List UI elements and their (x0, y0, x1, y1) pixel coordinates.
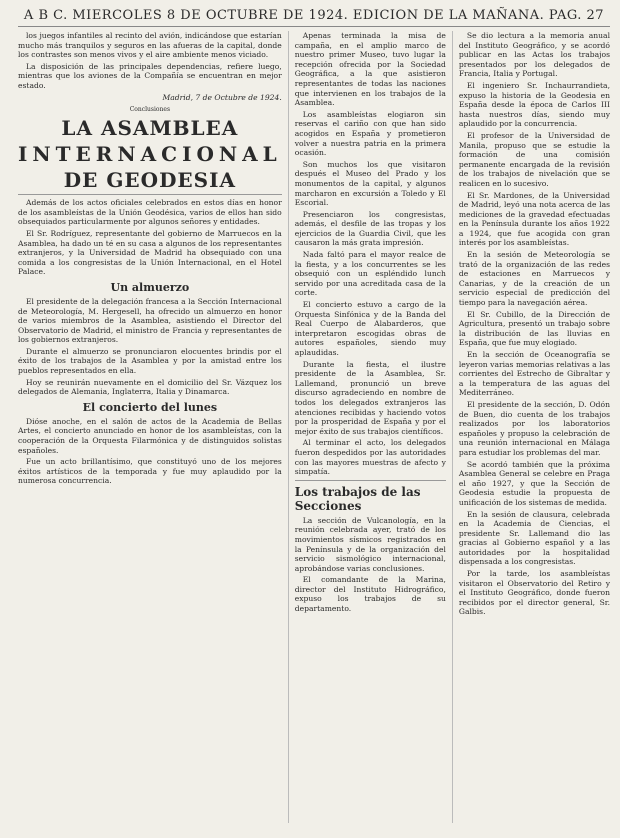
paragraph: El profesor de la Universidad de Manila, propuso que se estudie la formación de una comisión permanente encargada de la revisión de los trabajos de nivelación que se realicen en lo sucesivo. (458, 130, 610, 188)
paragraph: El ingeniero Sr. Inchaurrandieta, expuso la historia de la Geodesia en España desde la época de Carlos III hasta nuestros días, siendo muy aplaudido por la concurrencia. (458, 80, 610, 129)
paragraph: Apenas terminada la misa de campaña, en el amplio marco de nuestro primer Museo, tuvo lugar la recepción ofrecida por la Sociedad Geográfica, a la que asistieron representantes de todas las naciones que intervienen en los trabajos de la Asamblea. (294, 31, 446, 108)
columns (18, 31, 610, 823)
paragraph: El Sr. Rodríguez, representante del gobierno de Marruecos en la Asamblea, ha dado un té en su casa a algunos de los representantes extranjeros, y la Universidad de Madrid ha obsequiado con una comida a los congresistas de la Unión Internacional, en el Hotel Palace. (18, 228, 282, 277)
divider (295, 480, 446, 481)
paragraph: Además de los actos oficiales celebrados en estos días en honor de los asambleístas de la Unión Geodésica, varios de ellos han sido obsequiados particularmente por algunos señores y entidades. (18, 198, 282, 227)
paragraph: El Sr. Cubillo, de la Dirección de Agricultura, presentó un trabajo sobre la distribución de las lluvias en España, que fue muy elogiado. (458, 309, 610, 348)
paragraph: Por la tarde, los asambleístas visitaron el Observatorio del Retiro y el Instituto Geográfico, donde fueron recibidos por el director general, Sr. Galbis. (458, 569, 610, 617)
headline-line-2: INTERNACIONAL (18, 142, 282, 167)
paragraph: En la sesión de clausura, celebrada en la Academia de Ciencias, el presidente Sr. Lallemand dio las gracias al Gobierno español y a las autoridades por la hospitalidad dispensada a los congresistas. (458, 509, 610, 567)
column-3 (452, 31, 610, 823)
dateline: Madrid, 7 de Octubre de 1924. (162, 92, 282, 102)
paragraph: En la sección de Oceanografía se leyeron varias memorias relativas a las corrientes del Estrecho de Gibraltar y a la temperatura de las aguas del Mediterráneo. (458, 350, 610, 398)
paragraph: Se acordó también que la próxima Asamblea General se celebre en Praga el año 1927, y que la Sección de Geodesia estudie la propuesta de unificación de los sistemas de medida. (458, 459, 610, 507)
column-2 (288, 31, 446, 823)
subheading-concierto: El concierto del lunes (82, 400, 218, 414)
paragraph: El presidente de la delegación francesa a la Sección Internacional de Meteorología, M. Hergesell, ha ofrecido un almuerzo en honor de varios miembros de la Asamblea, asistiendo el Director del Observatorio de Madrid, el ministro de Francia y representantes de los gobiernos extranjeros. (18, 296, 282, 345)
paragraph: La disposición de las principales dependencias, refiere luego, mientras que los aviones de la Compañía se encuentran en mejor estado. (18, 61, 282, 90)
paragraph: Durante el almuerzo se pronunciaron elocuentes brindis por el éxito de los trabajos de la Asamblea y por la amistad entre los pueblos representados en ella. (18, 346, 282, 376)
paragraph: Fue un acto brillantísimo, que constituyó uno de los mejores éxitos artísticos de la temporada y fue muy aplaudido por la numerosa concurrencia. (18, 457, 282, 486)
subheading-almuerzo: Un almuerzo (110, 280, 190, 294)
headline-line-3: DE GEODESIA (63, 168, 236, 193)
paragraph: Dióse anoche, en el salón de actos de la Academia de Bellas Artes, el concierto anunciado en honor de los asambleístas, con la cooperación de la Orquesta Filarmónica y de distinguidos solistas españoles. (18, 416, 282, 455)
column-1 (18, 31, 282, 823)
paragraph: los juegos infantiles al recinto del avión, indicándose que estarían mucho más tranquilos y seguros en las afueras de la capital, donde los contrastes son menos vivos y el aire ambiente menos viciado. (18, 31, 282, 60)
paragraph: El Sr. Mardones, de la Universidad de Madrid, leyó una nota acerca de las mediciones de la gravedad efectuadas en la Península durante los años 1922 a 1924, que fue acogida con gran interés por los asambleístas. (458, 190, 610, 248)
paragraph: La sección de Vulcanología, en la reunión celebrada ayer, trató de los movimientos sísmicos registrados en la Península y de la organización del servicio sismológico internacional, aprobándose varias conclusiones. (294, 515, 446, 573)
paragraph: Durante la fiesta, el ilustre presidente de la Asamblea, Sr. Lallemand, pronunció un breve discurso agradeciendo en nombre de todos los delegados extranjeros las atenciones recibidas y haciendo votos por la prosperidad de España y por el mejor éxito de sus trabajos científicos. (294, 359, 446, 436)
paragraph: El concierto estuvo a cargo de la Orquesta Sinfónica y de la Banda del Real Cuerpo de Alabarderos, que interpretaron escogidas obras de autores españoles, siendo muy aplaudidas. (294, 300, 446, 357)
headline-line-1: LA ASAMBLEA (61, 116, 239, 141)
paragraph: El presidente de la sección, D. Odón de Buen, dio cuenta de los trabajos realizados por los laboratorios españoles y propuso la celebración de una reunión internacional en Málaga para estudiar los problemas del mar. (458, 399, 610, 457)
paragraph: El comandante de la Marina, director del Instituto Hidrográfico, expuso los trabajos de su departamento. (294, 575, 446, 614)
paragraph: Presenciaron los congresistas, además, el desfile de las tropas y los ejercicios de la Guardia Civil, que les causaron la más grata impresión. (294, 209, 446, 248)
paragraph: Los asambleístas elogiaron sin reservas el cariño con que han sido acogidos en España y prometieron volver a nuestra patria en la primera ocasión. (294, 109, 446, 158)
paragraph: Se dio lectura a la memoria anual del Instituto Geográfico, y se acordó publicar en las Actas los trabajos presentados por los delegados de Francia, Italia y Portugal. (458, 31, 610, 79)
paragraph: En la sesión de Meteorología se trató de la organización de las redes de estaciones en Marruecos y Canarias, y de la creación de un servicio especial de predicción del tiempo para la navegación aérea. (458, 250, 610, 308)
paragraph: Son muchos los que visitaron después el Museo del Prado y los monumentos de la capital, y algunos marcharon en excursión a Toledo y El Escorial. (294, 159, 446, 208)
page-header: A B C. MIERCOLES 8 DE OCTUBRE DE 1924. EDICION DE LA MAÑANA. PAG. 27 (18, 6, 610, 27)
subheading-secciones: Los trabajos de las Secciones (294, 484, 421, 513)
divider (18, 194, 282, 195)
paragraph: Al terminar el acto, los delegados fueron despedidos por las autoridades con las mayores muestras de afecto y simpatía. (294, 438, 446, 477)
paragraph: Hoy se reunirán nuevamente en el domicilio del Sr. Vázquez los delegados de Alemania, Inglaterra, Italia y Dinamarca. (18, 377, 282, 397)
top-paragraphs (18, 31, 282, 91)
paragraph: Nada faltó para el mayor realce de la fiesta, y a los concurrentes se les obsequió con un espléndido lunch servido por una acreditada casa de la corte. (294, 250, 446, 298)
kicker: Conclusiones (129, 106, 171, 114)
